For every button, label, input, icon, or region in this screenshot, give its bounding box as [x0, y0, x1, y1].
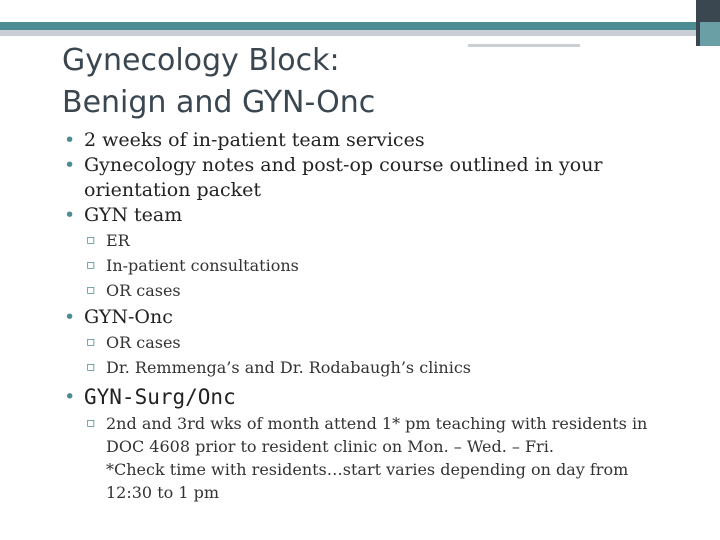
sub-bullet-onc-or-cases: ▫ OR cases: [60, 330, 680, 355]
decor-gray-band: [0, 30, 700, 36]
sub-bullet-teaching: [60, 412, 680, 504]
bullet-gyn-onc: • GYN-Onc: [60, 305, 680, 330]
teaching-line-1: 2nd and 3rd wks of month attend 1* pm teaching with residents in: [106, 414, 648, 433]
sub-bullet-er: ▫ ER: [60, 228, 680, 253]
teaching-line-4: 12:30 to 1 pm: [106, 483, 220, 502]
decor-top-bar: [0, 0, 720, 22]
title-line-2: Benign and GYN-Onc: [62, 85, 376, 120]
sub-bullet-or-cases: ▫ OR cases: [60, 278, 680, 303]
slide-content: [60, 128, 680, 504]
slide-title: [62, 40, 662, 124]
bullet-gyn-surg-onc: • GYN-Surg/Onc: [60, 382, 680, 412]
decor-corner-teal: [700, 22, 720, 46]
sub-bullet-consultations: ▫ In-patient consultations: [60, 253, 680, 278]
bullet-notes: [60, 153, 680, 203]
decor-teal-band: [0, 22, 700, 30]
bullet-gyn-team: • GYN team: [60, 203, 680, 228]
bullet-in-patient: • 2 weeks of in-patient team services: [60, 128, 680, 153]
bullet-notes-line-1: Gynecology notes and post-op course outlined in your: [84, 154, 603, 176]
sub-bullet-clinics: ▫ Dr. Remmenga’s and Dr. Rodabaugh’s clinics: [60, 355, 680, 380]
teaching-line-2: DOC 4608 prior to resident clinic on Mon. – Wed. – Fri.: [106, 437, 554, 456]
bullet-notes-line-2: orientation packet: [84, 179, 261, 201]
title-line-1: Gynecology Block:: [62, 43, 340, 78]
teaching-line-3: *Check time with residents…start varies depending on day from: [106, 460, 629, 479]
